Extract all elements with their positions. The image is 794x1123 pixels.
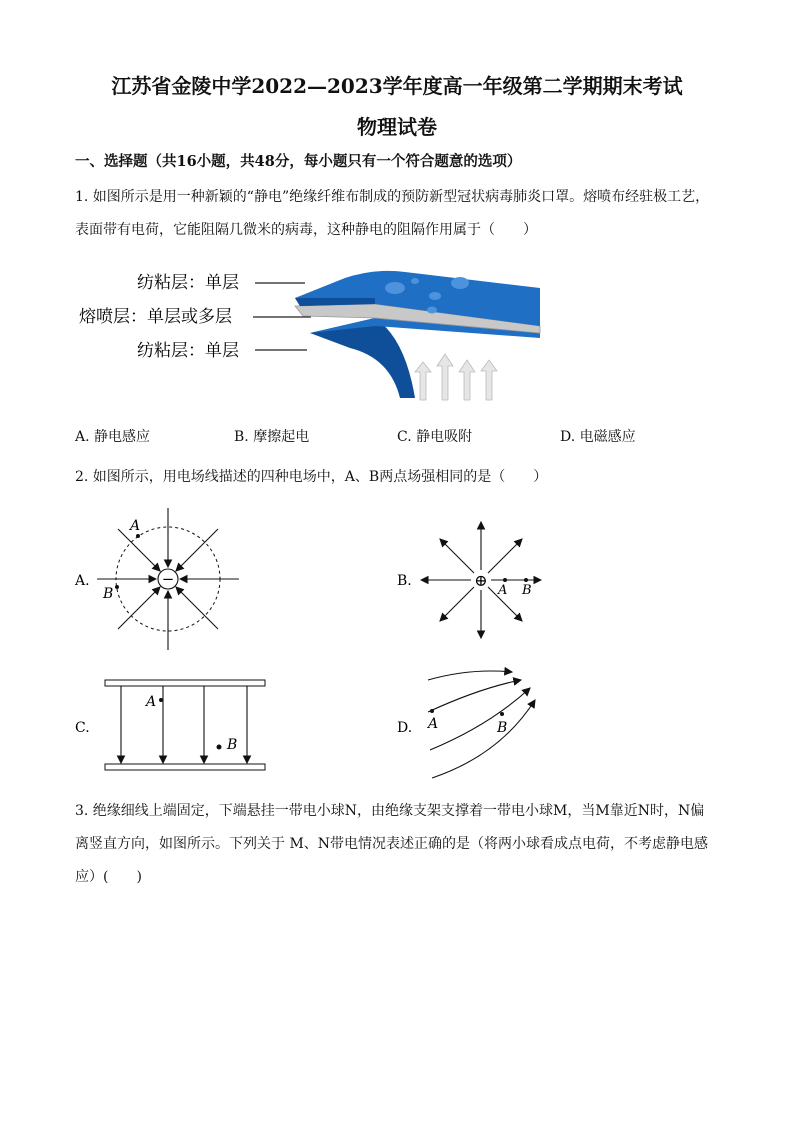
figA-point-a: A [130,518,141,534]
figB-point-a: A [498,583,508,598]
q1-text [75,181,725,247]
q2-text: 2. 如图所示，用电场线描述的四种电场中，A、B两点场强相同的是（ ） [75,469,548,485]
q3-text [75,795,725,894]
q3-text-line1: 3. 绝缘细线上端固定，下端悬挂一带电小球N，由绝缘支架支撑着一带电小球M，当M靠近N时，N偏 [75,803,705,819]
label-meltblown: 熔喷层：单层或多层 [79,307,232,327]
figA-charge: − [161,570,175,588]
figB-charge: ⊕ [474,571,488,590]
q1-text-line1: 1. 如图所示是用一种新颖的“静电”绝缘纤维布制成的预防新型冠状病毒肺炎口罩。熔喷布经驻极工艺， [75,189,710,205]
q2-figures [0,500,794,790]
figD-label: D. [397,720,413,736]
figC-label: C. [75,720,90,736]
label-spunbond-top: 纺粘层：单层 [137,273,239,293]
q1-option-c: C. 静电吸附 [397,429,473,445]
figD-point-b: B [497,720,508,736]
label-spunbond-bottom: 纺粘层：单层 [137,341,239,361]
q1-mask-figure [75,258,555,408]
exam-title: 江苏省金陵中学2022—2023学年度高一年级第二学期期末考试 [111,74,683,98]
q3-text-line2: 离竖直方向，如图所示。下列关于 M、N带电情况表述正确的是（将两小球看成点电荷，不考虑静电感 [75,836,709,852]
q1-text-line2: 表面带有电荷，它能阻隔几微米的病毒，这种静电的阻隔作用属于（ ） [75,222,537,238]
figB-label: B. [397,573,412,589]
figA-label: A. [75,573,90,589]
figD-point-a: A [428,716,439,732]
q1-option-b: B. 摩擦起电 [234,429,310,445]
q1-option-a: A. 静电感应 [75,429,151,445]
q1-option-d: D. 电磁感应 [560,429,636,445]
figB-point-b: B [522,583,532,598]
figC-point-b: B [227,737,238,753]
section-heading: 一、选择题（共16小题，共48分，每小题只有一个符合题意的选项） [75,153,522,170]
figA-point-b: B [103,586,114,602]
exam-subtitle: 物理试卷 [357,115,437,139]
q3-text-line3: 应）( ) [75,869,142,885]
figC-point-a: A [146,694,157,710]
